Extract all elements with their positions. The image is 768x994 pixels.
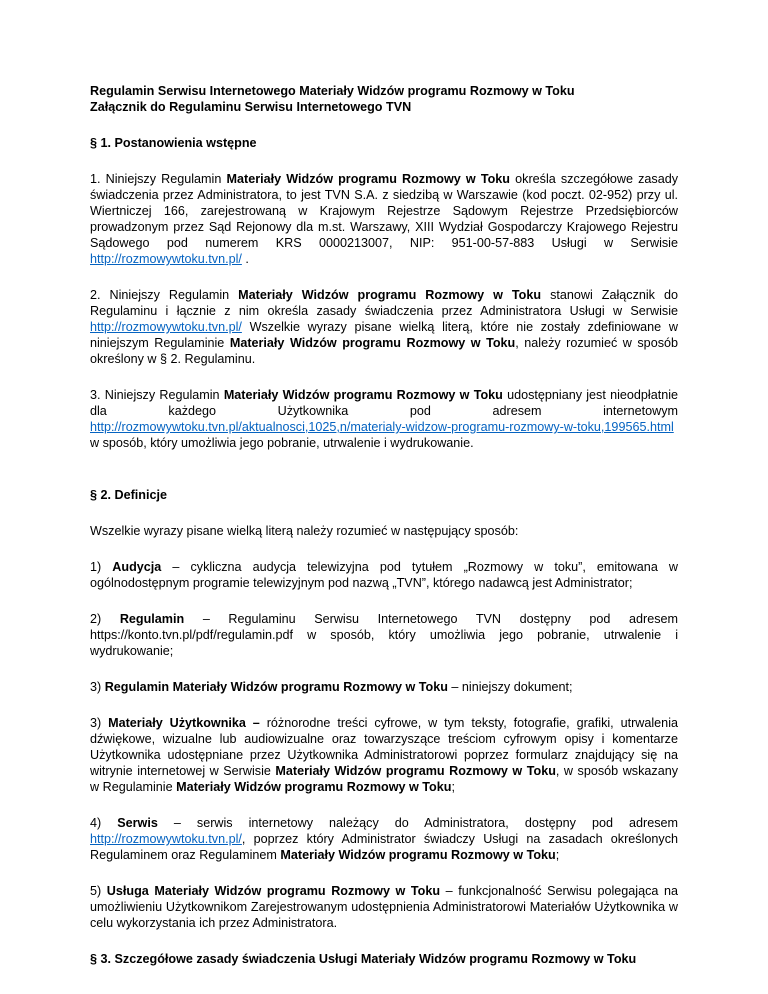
document-header xyxy=(90,83,678,115)
section-1-title: § 1. Postanowienia wstępne xyxy=(90,136,257,150)
regulamin-link[interactable]: http://rozmowywtoku.tvn.pl/aktualnosci,1025,n/materialy-widzow-programu-rozmowy-w-toku,199565.html xyxy=(90,420,674,434)
section-2-title: § 2. Definicje xyxy=(90,488,167,502)
document-subtitle: Załącznik do Regulaminu Serwisu Internetowego TVN xyxy=(90,100,412,114)
serwis-link[interactable]: http://rozmowywtoku.tvn.pl/ xyxy=(90,832,242,846)
document-title: Regulamin Serwisu Internetowego Materiały Widzów programu Rozmowy w Toku xyxy=(90,84,575,98)
definition-regulamin-materialy: 3) Regulamin Materiały Widzów programu Rozmowy w Toku – niniejszy dokument; xyxy=(90,680,573,694)
serwis-link[interactable]: http://rozmowywtoku.tvn.pl/ xyxy=(90,252,242,266)
serwis-link[interactable]: http://rozmowywtoku.tvn.pl/ xyxy=(90,320,242,334)
definition-audycja: 1) Audycja – cykliczna audycja telewizyjna pod tytułem „Rozmowy w toku”, emitowana w ogólnodostępnym programie telewizyjnym pod nazwą „TVN”, którego nadawcą jest Administrator; xyxy=(90,560,678,590)
document-body xyxy=(90,83,678,967)
definition-regulamin: 2) Regulamin – Regulaminu Serwisu Internetowego TVN dostępny pod adresem https://konto.tvn.pl/pdf/regulamin.pdf w sposób, który umożliwia jego pobranie, utrwalenie i wydrukowanie; xyxy=(90,612,678,658)
definition-serwis: 4) Serwis – serwis internetowy należący do Administratora, dostępny pod adresem http://rozmowywtoku.tvn.pl/, poprzez który Administrator świadczy Usługi na zasadach określonych Regulaminem oraz Regulaminem Materiały Widzów programu Rozmowy w Toku; xyxy=(90,816,678,862)
section-1-paragraph-1: 1. Niniejszy Regulamin Materiały Widzów programu Rozmowy w Toku określa szczegółowe zasady świadczenia przez Administratora, to jest TVN S.A. z siedzibą w Warszawie (kod poczt. 02-952) przy ul. Wiertniczej 166, zarejestrowaną w Krajowym Rejestrze Sądowym Rejestrze Przedsiębiorców prowadzonym przez Sąd Rejonowy dla m.st. Warszawy, XIII Wydział Gospodarczy Krajowego Rejestru Sądowego pod numerem KRS 0000213007, NIP: 951-00-57-883 Usługi w Serwisie http://rozmowywtoku.tvn.pl/ . xyxy=(90,172,679,266)
section-3-title: § 3. Szczegółowe zasady świadczenia Usługi Materiały Widzów programu Rozmowy w Toku xyxy=(90,952,637,966)
section-2-intro: Wszelkie wyrazy pisane wielką literą należy rozumieć w następujący sposób: xyxy=(90,524,519,538)
definition-materialy-uzytkownika: 3) Materiały Użytkownika – różnorodne treści cyfrowe, w tym teksty, fotografie, grafiki, utrwalenia dźwiękowe, wizualne lub audiowizualne oraz towarzyszące treściom cyfrowym opisy i komentarze Użytkownika udostępniane przez Użytkownika Administratorowi poprzez formularz znajdujący się na witrynie internetowej w Serwisie Materiały Widzów programu Rozmowy w Toku, w sposób wskazany w Regulaminie Materiały Widzów programu Rozmowy w Toku; xyxy=(90,716,678,794)
section-1-paragraph-3: 3. Niniejszy Regulamin Materiały Widzów programu Rozmowy w Toku udostępniany jest nieodpłatnie dla każdego Użytkownika pod adresem internetowym http://rozmowywtoku.tvn.pl/aktualnosci,1025,n/materialy-widzow-programu-rozmowy-w-toku,199565.html w sposób, który umożliwia jego pobranie, utrwalenie i wydrukowanie. xyxy=(90,388,678,450)
definition-usluga: 5) Usługa Materiały Widzów programu Rozmowy w Toku – funkcjonalność Serwisu polegająca na umożliwieniu Użytkownikom Zarejestrowanym udostępnienia Administratorowi Materiałów Użytkownika w celu wykorzystania ich przez Administratora. xyxy=(90,884,678,930)
section-1-paragraph-2: 2. Niniejszy Regulamin Materiały Widzów programu Rozmowy w Toku stanowi Załącznik do Regulaminu i łącznie z nim określa zasady świadczenia przez Administratora Usługi w Serwisie http://rozmowywtoku.tvn.pl/ Wszelkie wyrazy pisane wielką literą, które nie zostały zdefiniowane w niniejszym Regulaminie Materiały Widzów programu Rozmowy w Toku, należy rozumieć w sposób określony w § 2. Regulaminu. xyxy=(90,288,679,366)
